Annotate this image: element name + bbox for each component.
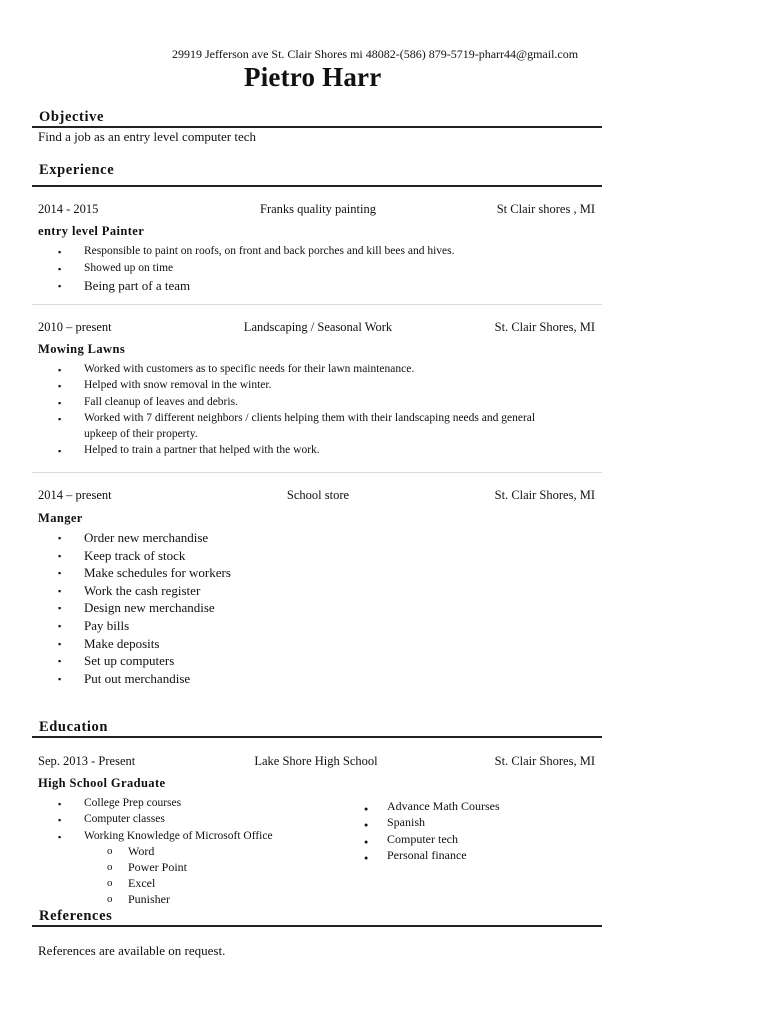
list-item: ▪ Design new merchandise bbox=[38, 599, 231, 617]
list-item: ▪ Worked with 7 different neighbors / clients helping them with their landscaping needs and general upkeep of their property. bbox=[38, 410, 564, 443]
list-item: ▪ Make schedules for workers bbox=[38, 564, 231, 582]
list-item: ▪ Set up computers bbox=[38, 652, 231, 670]
education-dates: Sep. 2013 - Present bbox=[38, 754, 136, 768]
job-duties-list bbox=[38, 529, 231, 687]
list-item: ▪ Order new merchandise bbox=[38, 529, 231, 547]
job-divider bbox=[32, 472, 602, 473]
list-item: ▪ Responsible to paint on roofs, on front and back porches and kill bees and hives. bbox=[38, 243, 454, 260]
job-position: Manger bbox=[38, 511, 83, 525]
list-item: ● Advance Math Courses bbox=[360, 798, 500, 814]
job-duties-list bbox=[38, 243, 454, 294]
experience-heading: Experience bbox=[39, 162, 115, 178]
job-dates: 2010 – present bbox=[38, 320, 112, 334]
list-item: o Word bbox=[107, 843, 187, 859]
list-item: ▪ Helped with snow removal in the winter. bbox=[38, 377, 564, 393]
job-employer: Landscaping / Seasonal Work bbox=[243, 320, 393, 334]
list-item: ▪ Fall cleanup of leaves and debris. bbox=[38, 394, 564, 410]
office-skills-list bbox=[107, 843, 187, 907]
list-item: ▪ Showed up on time bbox=[38, 260, 454, 277]
list-item: ▪ Being part of a team bbox=[38, 277, 454, 294]
job-employer: School store bbox=[286, 488, 350, 502]
job-location: St. Clair Shores, MI bbox=[494, 488, 595, 502]
list-item: ▪ Working Knowledge of Microsoft Office bbox=[38, 828, 273, 844]
job-location: St. Clair Shores, MI bbox=[494, 320, 595, 334]
list-item: o Excel bbox=[107, 875, 187, 891]
list-item: ▪ Work the cash register bbox=[38, 582, 231, 600]
list-item: ● Personal finance bbox=[360, 847, 500, 863]
education-school: Lake Shore High School bbox=[254, 754, 378, 768]
list-item: ▪ Keep track of stock bbox=[38, 547, 231, 565]
objective-text: Find a job as an entry level computer tech bbox=[38, 129, 257, 144]
job-duties-list bbox=[38, 361, 564, 459]
list-item: ▪ Computer classes bbox=[38, 811, 273, 827]
applicant-name: Pietro Harr bbox=[244, 62, 382, 92]
job-dates: 2014 – present bbox=[38, 488, 112, 502]
education-degree: High School Graduate bbox=[38, 776, 166, 790]
job-employer: Franks quality painting bbox=[260, 202, 376, 216]
education-location: St. Clair Shores, MI bbox=[494, 754, 595, 768]
list-item: ▪ Worked with customers as to specific needs for their lawn maintenance. bbox=[38, 361, 564, 377]
references-heading: References bbox=[39, 908, 113, 924]
list-item: o Punisher bbox=[107, 891, 187, 907]
objective-rule bbox=[32, 126, 602, 128]
job-position: Mowing Lawns bbox=[38, 342, 126, 356]
list-item: ▪ Helped to train a partner that helped with the work. bbox=[38, 442, 564, 458]
education-heading: Education bbox=[39, 719, 109, 735]
education-courses-left bbox=[38, 795, 273, 844]
list-item: ● Spanish bbox=[360, 814, 500, 830]
education-rule bbox=[32, 736, 602, 738]
list-item: ▪ Pay bills bbox=[38, 617, 231, 635]
job-dates: 2014 - 2015 bbox=[38, 202, 99, 216]
references-rule bbox=[32, 925, 602, 927]
education-courses-right bbox=[360, 798, 500, 863]
list-item: ▪ Make deposits bbox=[38, 635, 231, 653]
list-item: ▪ College Prep courses bbox=[38, 795, 273, 811]
experience-rule bbox=[32, 185, 602, 187]
list-item: o Power Point bbox=[107, 859, 187, 875]
job-position: entry level Painter bbox=[38, 224, 145, 238]
list-item: ● Computer tech bbox=[360, 831, 500, 847]
job-location: St Clair shores , MI bbox=[496, 202, 595, 216]
objective-heading: Objective bbox=[39, 109, 104, 125]
list-item: ▪ Put out merchandise bbox=[38, 670, 231, 688]
contact-info: 29919 Jefferson ave St. Clair Shores mi 48082-(586) 879-5719-pharr44@gmail.com bbox=[172, 47, 579, 61]
references-text: References are available on request. bbox=[38, 943, 226, 958]
job-divider bbox=[32, 304, 602, 305]
